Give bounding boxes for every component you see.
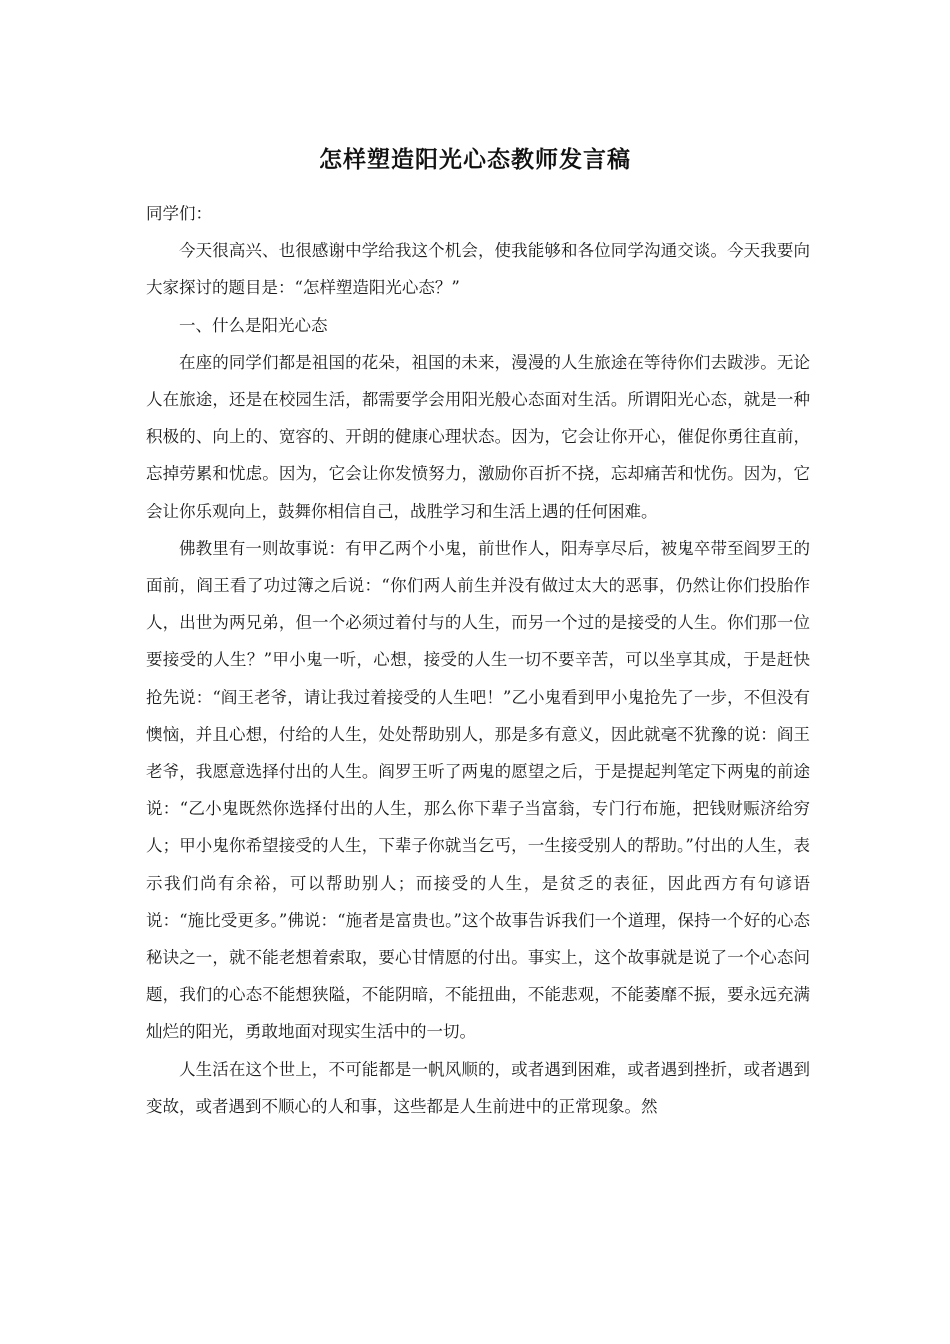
section-heading: 一、什么是阳光心态 — [179, 315, 328, 335]
paragraph-story: 佛教里有一则故事说：有甲乙两个小鬼，前世作人，阳寿享尽后，被鬼卒带至阎罗王的面前，阎王看了功过簿之后说：“你们两人前生并没有做过太大的恶事，仍然让你们投胎作人，出世为两兄弟，但一个必须过着付与的人生，而另一个过的是接受的人生。你们那一位要接受的人生？”甲小鬼一听，心想，接受的人生一切不要辛苦，可以坐享其成，于是赶快抢先说：“阎王老爷，请让我过着接受的人生吧！”乙小鬼看到甲小鬼抢先了一步，不但没有懊恼，并且心想，付给的人生，处处帮助别人，那是多有意义，因此就毫不犹豫的说：阎王老爷，我愿意选择付出的人生。阎罗王听了两鬼的愿望之后，于是提起判笔定下两鬼的前途说：“乙小鬼既然你选择付出的人生，那么你下辈子当富翁，专门行布施，把钱财赈济给穷人；甲小鬼你希望接受的人生，下辈子你就当乞丐，一生接受别人的帮助。”付出的人生，表示我们尚有余裕，可以帮助别人；而接受的人生，是贫乏的表征，因此西方有句谚语说：“施比受更多。”佛说：“施者是富贵也。”这个故事告诉我们一个道理，保持一个好的心态秘诀之一，就不能老想着索取，要心甘情愿的付出。事实上，这个故事就是说了一个心态问题，我们的心态不能想狭隘，不能阴暗，不能扭曲，不能悲观，不能萎靡不振，要永远充满灿烂的阳光，勇敢地面对现实生活中的一切。 — [146, 538, 810, 1042]
document-title: 怎样塑造阳光心态教师发言稿 — [319, 146, 631, 173]
paragraph-definition: 在座的同学们都是祖国的花朵，祖国的未来，漫漫的人生旅途在等待你们去跋涉。无论人在旅途，还是在校园生活，都需要学会用阳光般心态面对生活。所谓阳光心态，就是一种积极的、向上的、宽容的、开朗的健康心理状态。因为，它会让你开心，催促你勇往直前，忘掉劳累和忧虑。因为，它会让你发愤努力，激励你百折不挠，忘却痛苦和忧伤。因为，它会让你乐观向上，鼓舞你相信自己，战胜学习和生活上遇的任何困难。 — [146, 352, 810, 521]
paragraph-life: 人生活在这个世上，不可能都是一帆风顺的，或者遇到困难，或者遇到挫折，或者遇到变故，或者遇到不顺心的人和事，这些都是人生前进中的正常现象。然 — [146, 1059, 810, 1116]
paragraph-intro: 今天很高兴、也很感谢中学给我这个机会，使我能够和各位同学沟通交谈。今天我要向大家探讨的题目是：“怎样塑造阳光心态？” — [146, 241, 810, 298]
document-body — [146, 195, 810, 1125]
greeting: 同学们： — [146, 204, 212, 223]
